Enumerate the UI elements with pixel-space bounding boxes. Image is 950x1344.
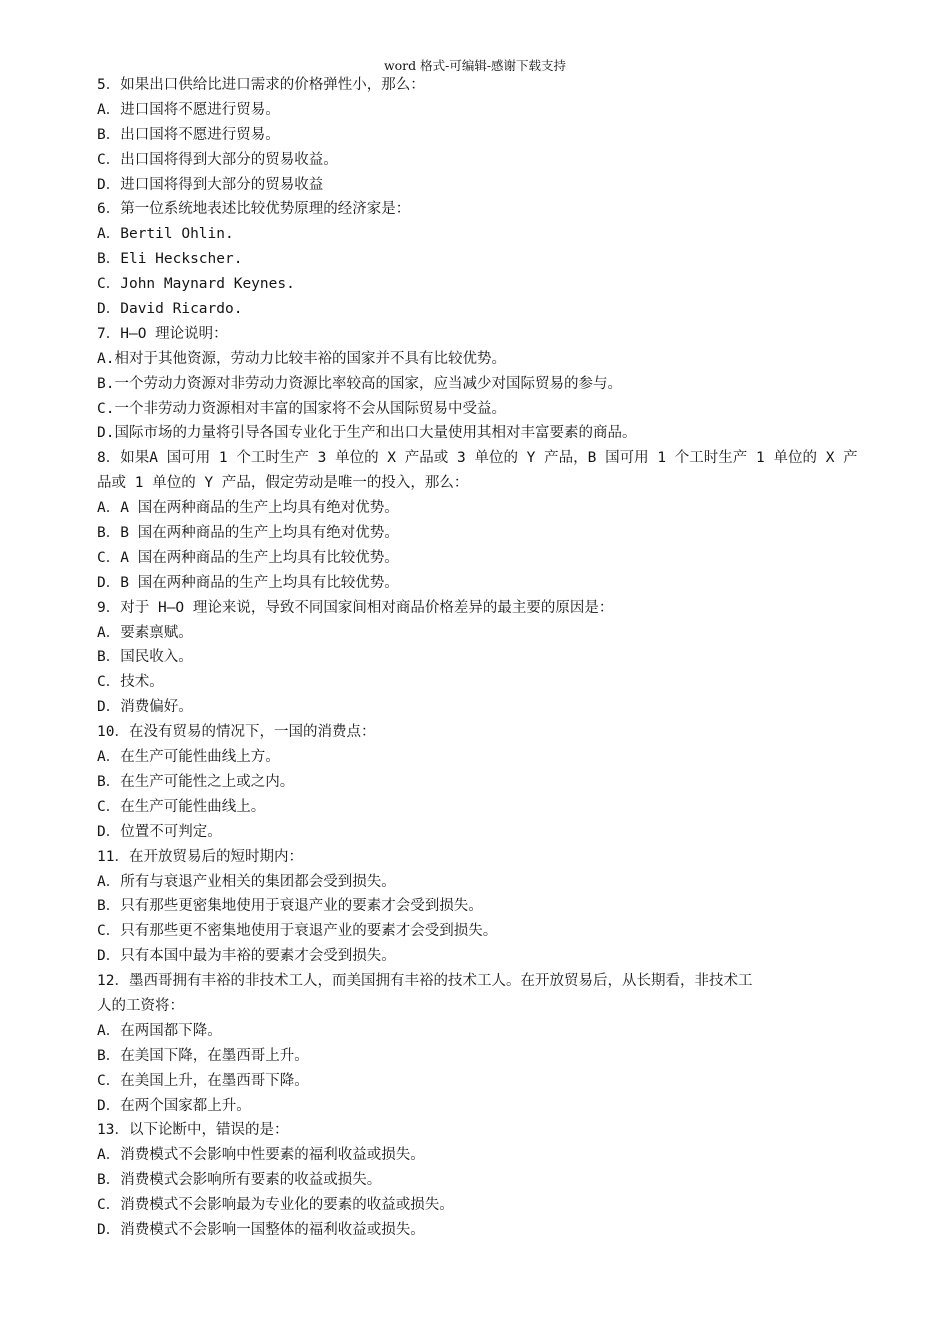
question-8-option-a: A．A 国在两种商品的生产上均具有绝对优势。 [97,500,399,517]
question-8-option-c: C．A 国在两种商品的生产上均具有比较优势。 [97,549,399,566]
question-13-stem: 13．以下论断中，错误的是： [97,1122,289,1139]
question-12-option-b: B．在美国下降，在墨西哥上升。 [97,1047,309,1064]
question-12-stem-line-2: 人的工资将： [97,997,184,1014]
question-11-option-b: B．只有那些更密集地使用于衰退产业的要素才会受到损失。 [97,898,483,915]
question-10-stem: 10．在没有贸易的情况下，一国的消费点： [97,724,376,741]
question-9-stem: 9．对于 H—O 理论来说，导致不同国家间相对商品价格差异的最主要的原因是： [97,599,614,616]
question-7-option-b: B.一个劳动力资源对非劳动力资源比率较高的国家，应当减少对国际贸易的参与。 [97,375,622,392]
question-9-option-d: D．消费偏好。 [97,699,193,716]
question-13-option-d: D．消费模式不会影响一国整体的福利收益或损失。 [97,1221,425,1238]
question-11-stem: 11．在开放贸易后的短时期内： [97,848,303,865]
question-7-option-c: C.一个非劳动力资源相对丰富的国家将不会从国际贸易中受益。 [97,400,506,417]
question-12-option-d: D．在两个国家都上升。 [97,1097,251,1114]
question-8-option-d: D．B 国在两种商品的生产上均具有比较优势。 [97,574,399,591]
question-6-stem: 6．第一位系统地表述比较优势原理的经济家是： [97,201,411,218]
question-11-option-d: D．只有本国中最为丰裕的要素才会受到损失。 [97,948,396,965]
page-header: word 格式-可编辑-感谢下载支持 [383,58,567,73]
question-7-option-a: A.相对于其他资源，劳动力比较丰裕的国家并不具有比较优势。 [97,350,506,367]
question-6-option-d: D．David Ricardo. [97,301,243,318]
question-13-option-a: A．消费模式不会影响中性要素的福利收益或损失。 [97,1147,425,1164]
question-11-option-a: A．所有与衰退产业相关的集团都会受到损失。 [97,873,396,890]
question-6-option-c: C．John Maynard Keynes. [97,276,295,293]
question-8-option-b: B．B 国在两种商品的生产上均具有绝对优势。 [97,525,399,542]
question-5-option-d: D．进口国将得到大部分的贸易收益 [97,176,324,193]
question-5-option-b: B．出口国将不愿进行贸易。 [97,126,280,143]
question-10-option-c: C．在生产可能性曲线上。 [97,798,266,815]
question-9-option-b: B．国民收入。 [97,649,193,666]
question-5-stem: 5．如果出口供给比进口需求的价格弹性小，那么： [97,77,425,93]
question-12-option-c: C．在美国上升，在墨西哥下降。 [97,1072,309,1089]
question-10-option-d: D．位置不可判定。 [97,823,222,840]
question-10-option-b: B．在生产可能性之上或之内。 [97,773,295,790]
document-body [97,73,862,1243]
question-8-stem-line-1: 8．如果A 国可用 1 个工时生产 3 单位的 X 产品或 3 单位的 Y 产品，B 国可用 1 个工时生产 1 单位的 X 产 [97,450,858,467]
question-7-option-d: D.国际市场的力量将引导各国专业化于生产和出口大量使用其相对丰富要素的商品。 [97,425,637,442]
question-10-option-a: A．在生产可能性曲线上方。 [97,749,280,766]
question-6-option-b: B．Eli Heckscher. [97,251,243,268]
question-9-option-a: A．要素禀赋。 [97,624,193,641]
question-5-option-c: C．出口国将得到大部分的贸易收益。 [97,151,338,168]
question-6-option-a: A．Bertil Ohlin. [97,226,234,243]
question-12-stem-line-1: 12．墨西哥拥有丰裕的非技术工人，而美国拥有丰裕的技术工人。在开放贸易后，从长期看，非技术工 [97,973,753,990]
question-5-option-a: A．进口国将不愿进行贸易。 [97,101,280,118]
question-12-option-a: A．在两国都下降。 [97,1022,222,1039]
question-13-option-b: B．消费模式会影响所有要素的收益或损失。 [97,1172,382,1189]
question-9-option-c: C．技术。 [97,674,164,691]
question-8-stem-line-2: 品或 1 单位的 Y 产品，假定劳动是唯一的投入，那么： [97,475,469,492]
question-7-stem: 7．H—O 理论说明： [97,325,228,342]
question-13-option-c: C．消费模式不会影响最为专业化的要素的收益或损失。 [97,1197,454,1214]
question-11-option-c: C．只有那些更不密集地使用于衰退产业的要素才会受到损失。 [97,923,498,940]
